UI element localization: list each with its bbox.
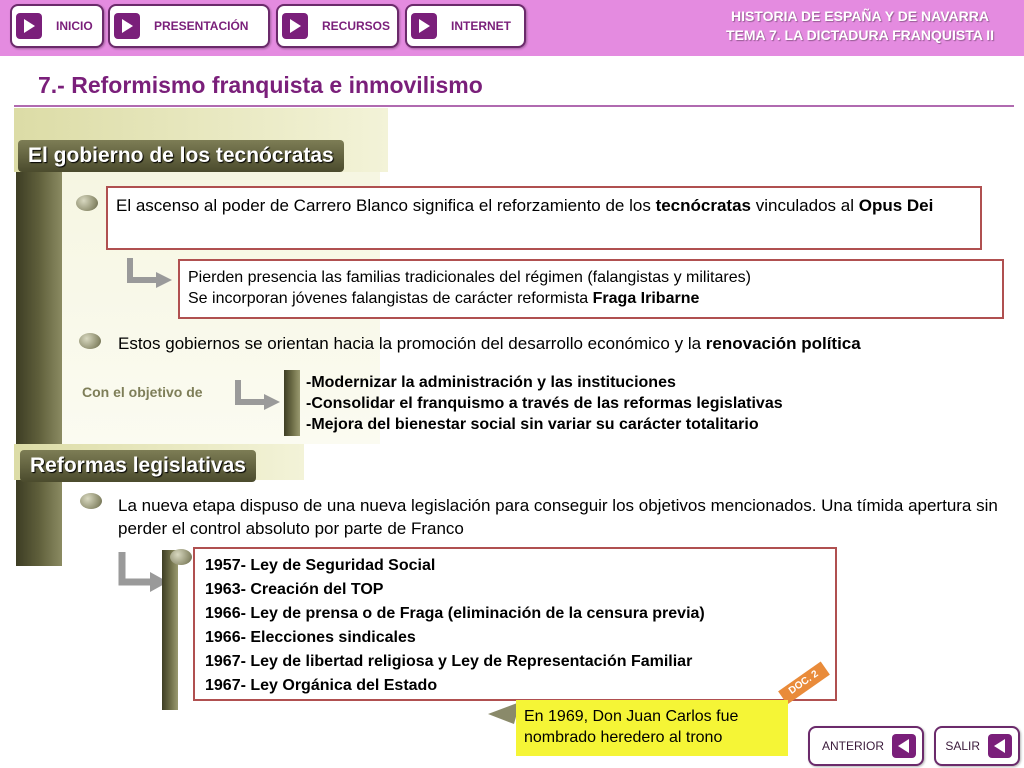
objective-item: -Mejora del bienestar social sin variar su carácter totalitario: [306, 416, 759, 433]
gobiernos-text: Estos gobiernos se orientan hacia la promoción del desarrollo económico y la renovación política: [118, 334, 861, 353]
law-item: 1966- Ley de prensa o de Fraga (eliminación de la censura previa): [205, 605, 705, 622]
play-icon: [282, 13, 308, 39]
course-header: [726, 7, 994, 45]
nueva-etapa-text: La nueva etapa dispuso de una nueva legislación para conseguir los objetivos mencionados. Una tímida apertura sin perder el control absoluto por parte de Franco: [118, 496, 998, 538]
internet-label: INTERNET: [451, 19, 511, 33]
objectives-bar: [284, 370, 300, 436]
back-icon: [892, 734, 916, 758]
topic-title: TEMA 7. LA DICTADURA FRANQUISTA II: [725, 27, 994, 43]
exit-icon: [988, 734, 1012, 758]
law-item: 1957- Ley de Seguridad Social: [205, 557, 436, 574]
bullet-icon: [76, 195, 98, 211]
bullet-icon: [170, 549, 192, 565]
presentacion-button[interactable]: [108, 4, 270, 48]
objective-item: -Consolidar el franquismo a través de las reformas legislativas: [306, 395, 783, 412]
section2-left-bar: [16, 480, 62, 566]
laws-box: [193, 547, 837, 701]
tecnocratas-box: El ascenso al poder de Carrero Blanco significa el reforzamiento de los tecnócratas vinculados al Opus Dei: [106, 186, 982, 250]
recursos-label: RECURSOS: [322, 19, 391, 33]
section1-left-bar: [16, 172, 62, 444]
law-item: 1966- Elecciones sindicales: [205, 629, 416, 646]
play-icon: [114, 13, 140, 39]
play-icon: [411, 13, 437, 39]
top-bar: [0, 0, 1024, 56]
anterior-label: ANTERIOR: [821, 739, 884, 753]
presentacion-label: PRESENTACIÓN: [154, 19, 249, 33]
familias-box: Pierden presencia las familias tradicionales del régimen (falangistas y militares) Se incorporan jóvenes falangistas de carácter reformista Fraga Iribarne: [178, 259, 1004, 319]
heredero-note: En 1969, Don Juan Carlos fue nombrado heredero al trono: [516, 700, 788, 756]
inicio-label: INICIO: [56, 19, 93, 33]
section-heading-reformas: Reformas legislativas: [20, 450, 256, 482]
arrow-icon: [124, 256, 176, 290]
salir-label: SALIR: [945, 739, 980, 753]
objective-item: -Modernizar la administración y las instituciones: [306, 374, 676, 391]
law-item: 1967- Ley de libertad religiosa y Ley de Representación Familiar: [205, 653, 693, 670]
play-icon: [16, 13, 42, 39]
doc-2-badge[interactable]: DOC. 2: [778, 662, 830, 705]
page-title: 7.- Reformismo franquista e inmovilismo: [38, 72, 483, 98]
bullet-icon: [80, 493, 102, 509]
objectives-list: [306, 372, 783, 435]
internet-button[interactable]: [405, 4, 526, 48]
law-item: 1963- Creación del TOP: [205, 581, 384, 598]
title-divider: [14, 105, 1014, 107]
arrow-icon: [232, 378, 284, 412]
salir-button[interactable]: [934, 726, 1020, 766]
inicio-button[interactable]: [10, 4, 104, 48]
section-heading-tecnocratas: El gobierno de los tecnócratas: [18, 140, 344, 172]
laws-bar: [162, 550, 178, 710]
anterior-button[interactable]: [808, 726, 924, 766]
objetivo-label: Con el objetivo de: [82, 384, 203, 400]
law-item: 1967- Ley Orgánica del Estado: [205, 677, 438, 694]
recursos-button[interactable]: [276, 4, 399, 48]
bullet-icon: [79, 333, 101, 349]
course-title: HISTORIA DE ESPAÑA Y DE NAVARRA: [730, 8, 989, 24]
